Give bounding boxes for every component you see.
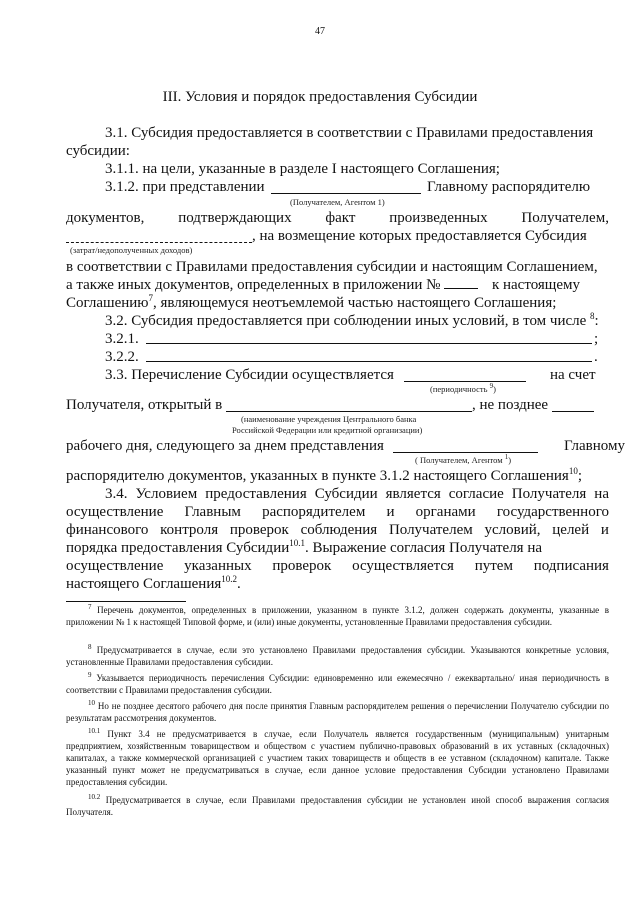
word: распорядителем	[262, 504, 366, 520]
caption-periodicity	[430, 384, 496, 394]
word: является	[385, 486, 441, 502]
caption-periodicity-text: (периодичность	[430, 384, 488, 394]
p34-line6	[66, 575, 241, 593]
p32	[105, 312, 599, 330]
footnote-ref-10[interactable]: 10	[568, 466, 578, 476]
distributor-text: распорядителю документов, указанных в пункте 3.1.2 настоящего Соглашения	[66, 468, 569, 484]
footnote-ref-10-1[interactable]: 10.1	[289, 538, 305, 548]
word: органами	[415, 504, 476, 520]
rules-line2-text: а также иных документов, определенных в приложении №	[66, 277, 441, 293]
p33-tail: на счет	[550, 367, 596, 383]
periodicity-blank	[404, 381, 526, 382]
footnote-mark: 7	[88, 603, 92, 611]
word: Получателя	[511, 486, 587, 502]
word: проверок	[272, 558, 332, 574]
p321-blank	[146, 343, 592, 344]
account-lead: Получателя, открытый в	[66, 397, 223, 413]
caption-footnote-ref-1[interactable]: 1	[504, 453, 509, 462]
caption-costs: (затрат/недополученных доходов)	[70, 245, 193, 255]
p32-text: 3.2. Субсидия предоставляется при соблюдении иных условий, в том числе	[105, 313, 587, 329]
word: Получателем,	[521, 210, 609, 226]
footnote-mark: 9	[88, 671, 92, 679]
footnote-separator	[66, 601, 186, 602]
word: Условием	[135, 486, 198, 502]
word: факт	[325, 210, 356, 226]
word: осуществляется	[352, 558, 454, 574]
p32-colon: :	[594, 313, 599, 329]
caption-bank-1: (наименование учреждения Центрального банка	[241, 414, 417, 424]
word: и	[386, 504, 395, 520]
costs-blank	[66, 242, 252, 243]
caption-recipient-agent-2-text: ( Получателем, Агентом	[415, 455, 503, 465]
word: и	[600, 522, 609, 538]
word: произведенных	[389, 210, 488, 226]
word: Получателем	[388, 522, 473, 538]
workday-tail: Главному	[564, 438, 626, 454]
word: указанных	[184, 558, 252, 574]
footnote-mark: 10.1	[88, 727, 101, 735]
distributor-end: ;	[577, 468, 582, 484]
p34-line5	[66, 557, 609, 575]
p33-lead: 3.3. Перечисление Субсидии осуществляется	[105, 367, 394, 383]
word: осуществление	[66, 558, 164, 574]
word: подтверждающих	[178, 210, 292, 226]
word: контроля	[160, 522, 219, 538]
caption-recipient-agent-2	[415, 455, 511, 465]
documents-line	[66, 209, 609, 227]
word: на	[594, 486, 609, 502]
distributor-line	[66, 467, 582, 485]
submitter-blank	[393, 452, 538, 453]
footnote-text: Но не позднее десятого рабочего дня после принятия Главным распорядителем решения о перечислении Получателю субсидии по результатам рассмотрения документов.	[66, 701, 609, 723]
reimbursement-tail: , на возмещение которых предоставляется Субсидия	[252, 228, 587, 244]
p34-line6-text: настоящего Соглашения	[66, 576, 222, 592]
caption-periodicity-close: )	[493, 384, 496, 394]
word: Субсидии	[314, 486, 378, 502]
footnote-text: Перечень документов, определенных в приложении, указанном в пункте 3.1.2, должен содержать документы, указанные в приложении № 1 к настоящей Типовой форме, и (или) иные документы, установленные Правилами предоставления субсидии.	[66, 605, 609, 627]
footnote-mark: 8	[88, 643, 92, 651]
p31-line2: субсидии:	[66, 143, 130, 159]
rules-line3-tail: , являющемуся неотъемлемой частью настоящего Соглашения;	[153, 295, 557, 311]
p34-line6-end: .	[237, 576, 241, 592]
footnote-text: Предусматривается в случае, если это установлено Правилами предоставления субсидии. Указываются конкретные условия, установленные Правилами предоставления субсидии.	[66, 645, 609, 667]
p31-line1: 3.1. Субсидия предоставляется в соответствии с Правилами предоставления	[105, 125, 594, 141]
p34-line2	[66, 503, 609, 521]
p322-label: 3.2.2.	[105, 349, 139, 365]
appendix-number-blank	[444, 287, 478, 289]
footnote-ref-9[interactable]: 9	[489, 382, 494, 391]
word: путем	[474, 558, 513, 574]
word: 3.4.	[105, 486, 128, 502]
p34-line4	[66, 539, 542, 557]
p34-line4-text: порядка предоставления Субсидии	[66, 540, 290, 556]
footnote-ref-7[interactable]: 7	[148, 293, 154, 303]
caption-close: )	[508, 455, 512, 465]
p34-line1	[105, 485, 609, 503]
word: соблюдения	[300, 522, 378, 538]
word: целей	[552, 522, 590, 538]
p322-blank	[146, 361, 592, 362]
footnote-8	[66, 644, 609, 668]
p321-label: 3.2.1.	[105, 331, 139, 347]
p312-lead: 3.1.2. при представлении	[105, 179, 265, 195]
workday-lead: рабочего дня, следующего за днем представления	[66, 438, 384, 454]
word: государственного	[496, 504, 609, 520]
footnote-7	[66, 604, 609, 628]
footnote-10-2	[66, 794, 609, 818]
p34-line4-tail: . Выражение согласия Получателя на	[305, 540, 543, 556]
caption-bank-2: Российской Федерации или кредитной организации)	[232, 425, 423, 435]
days-blank	[552, 411, 594, 412]
footnote-text: Указывается периодичность перечисления Субсидии: единовременно или ежемесячно / ежеквартально/ иная периодичность в соответствии с Правилами предоставления субсидии.	[66, 673, 610, 695]
footnote-mark: 10	[88, 699, 95, 707]
account-tail: , не позднее	[472, 397, 549, 413]
p311: 3.1.1. на цели, указанные в разделе I настоящего Соглашения;	[105, 161, 500, 177]
rules-line2-tail: к настоящему	[491, 277, 581, 293]
page-number: 47	[315, 26, 325, 37]
footnote-ref-8[interactable]: 8	[590, 311, 595, 321]
word: Главным	[184, 504, 241, 520]
footnote-10	[66, 700, 609, 724]
section-heading: III. Условия и порядок предоставления Субсидии	[162, 89, 478, 105]
caption-recipient-agent: (Получателем, Агентом 1)	[290, 197, 385, 207]
rules-line3-text: Соглашению	[66, 295, 149, 311]
p321-end: ;	[594, 331, 599, 347]
recipient-blank	[271, 193, 421, 194]
p34-line3	[66, 521, 609, 539]
rules-line2	[66, 276, 580, 294]
word: проверок	[229, 522, 289, 538]
footnote-text: Пункт 3.4 не предусматривается в случае, если Получатель является государственным (муниципальным) унитарным предприятием, хозяйственным товариществом и обществом с участием публично-правовых образований в их уставных (складочных) капиталах, а также коммерческой организацией с участием таких товариществ и обществ в ее уставном (складочном) капитале. Также указанный пункт может не предусматриваться в случае, если данное условие предоставления Субсидии установлено Правилами предоставления субсидии.	[66, 729, 610, 787]
word: условий,	[484, 522, 541, 538]
footnote-text: Предусматривается в случае, если Правилами предоставления субсидии не установлен иной способ выражения согласия Получателя.	[66, 795, 610, 817]
word: согласие	[448, 486, 504, 502]
p322-end: .	[594, 349, 598, 365]
footnote-9	[66, 672, 609, 696]
rules-line3	[66, 294, 556, 312]
word: осуществление	[66, 504, 164, 520]
footnote-mark: 10.2	[88, 793, 101, 801]
word: финансового	[66, 522, 149, 538]
bank-blank	[226, 411, 472, 412]
rules-line1: в соответствии с Правилами предоставления субсидии и настоящим Соглашением,	[66, 259, 598, 275]
footnote-10-1	[66, 728, 609, 788]
p312-tail: Главному распорядителю	[427, 179, 591, 195]
word: документов,	[66, 210, 145, 226]
word: подписания	[533, 558, 609, 574]
word: предоставления	[205, 486, 307, 502]
footnote-ref-10-2[interactable]: 10.2	[221, 574, 238, 584]
